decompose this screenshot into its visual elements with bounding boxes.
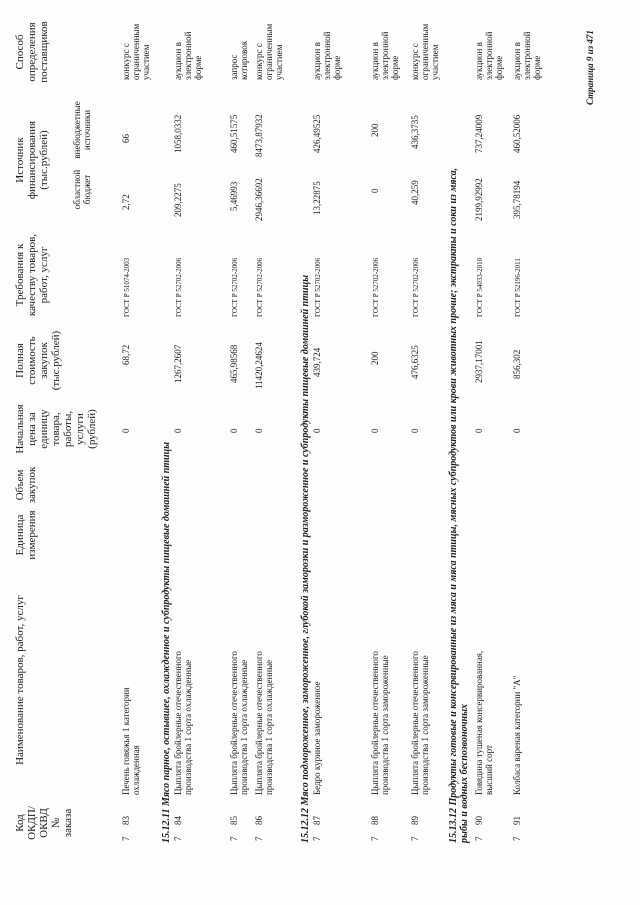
- row-total: 465,98568: [229, 344, 239, 383]
- row-regional: 209,2275: [173, 183, 183, 217]
- row-name: Колбаса вареная категории "А": [512, 675, 522, 795]
- row-regional: 0: [370, 188, 380, 193]
- header-total-cost: Полная стоимость закупок (тыс.рублей): [14, 330, 62, 391]
- row-extra: 426,49525: [312, 114, 322, 153]
- row-method: аукцион в электронной форме: [474, 31, 504, 80]
- row-order: 91: [512, 816, 522, 825]
- row-gost: ГОСТ Р 52702-2006: [175, 257, 183, 317]
- row-regional: 13,22875: [312, 181, 322, 215]
- header-finance-extra: внебюджетные источники: [72, 101, 92, 159]
- row-name: Цыплята бройлерные отечественного производства 1 сорта охлажденные: [254, 651, 274, 795]
- row-name: Цыплята бройлерные отечественного производства 1 сорта замороженные: [370, 651, 390, 795]
- row-name: Цыплята бройлерные отечественного производства 1 сорта охлажденные: [173, 651, 193, 795]
- section-code: 15.12.11: [161, 808, 172, 843]
- row-method: аукцион в электронной форме: [370, 31, 400, 80]
- row-extra: 460,52006: [512, 114, 522, 153]
- header-finance-regional: областной бюджет: [72, 169, 92, 210]
- row-price: 0: [312, 428, 322, 433]
- row-total: 200: [370, 351, 380, 365]
- row-price: 0: [173, 428, 183, 433]
- row-total: 1267,2607: [173, 344, 183, 383]
- row-method: конкурс с ограниченным участием: [121, 23, 151, 80]
- row-extra: 8473,87932: [254, 114, 264, 157]
- row-extra: 460,51575: [229, 114, 239, 153]
- row-order: 89: [410, 816, 420, 825]
- section-heading: [161, 233, 172, 843]
- page-number: Страница 9 из 471: [585, 30, 595, 105]
- section-code: 15.13.12: [448, 808, 459, 843]
- row-order: 86: [254, 816, 264, 825]
- section-heading: [300, 193, 311, 843]
- row-regional: 40,259: [410, 180, 420, 205]
- row-price: 0: [121, 428, 131, 433]
- row-price: 0: [474, 428, 484, 433]
- row-price: 0: [229, 428, 239, 433]
- row-order: 88: [370, 816, 380, 825]
- row-name: Печень говяжья 1 категории охлажденная: [121, 687, 141, 795]
- header-name: Наименование товаров, работ, услуг: [14, 595, 26, 765]
- row-num: 7: [254, 836, 264, 841]
- row-total: 2937,17001: [474, 340, 484, 383]
- row-order: 85: [229, 816, 239, 825]
- row-regional: 5,46993: [229, 181, 239, 211]
- row-gost: ГОСТ Р 52196-2011: [514, 258, 522, 317]
- row-method: аукцион в электронной форме: [512, 31, 542, 80]
- row-num: 7: [474, 836, 484, 841]
- row-gost: ГОСТ Р 52702-2006: [412, 257, 420, 317]
- section-title: Мясо парное, остывшее, охлажденное и субпродукты пищевые домашней птицы: [161, 441, 172, 807]
- row-num: 7: [312, 836, 322, 841]
- row-extra: 66: [121, 134, 131, 143]
- row-extra: 436,3735: [410, 115, 420, 149]
- row-num: 7: [121, 836, 131, 841]
- section-title: Мясо подмороженное, замороженное, глубокой заморозки и размороженное и субпродукты пищевые домашней птицы: [300, 274, 311, 806]
- row-method: конкурс с ограниченным участием: [254, 23, 284, 80]
- row-method: аукцион в электронной форме: [173, 31, 203, 80]
- section-code: 15.12.12: [300, 808, 311, 843]
- row-gost: ГОСТ Р 54033-2010: [476, 257, 484, 317]
- row-name: Цыплята бройлерные отечественного производства 1 сорта замороженные: [410, 651, 430, 795]
- row-total: 68,72: [121, 344, 131, 365]
- row-total: 856,302: [512, 349, 522, 379]
- row-regional: 395,78194: [512, 180, 522, 219]
- row-method: конкурс с ограниченным участием: [410, 23, 440, 80]
- header-code: Код ОКДП/ ОКВД № заказа: [14, 806, 74, 840]
- row-num: 7: [410, 836, 420, 841]
- row-order: 87: [312, 816, 322, 825]
- row-name: Цыплята бройлерные отечественного производства 1 сорта охлажденные: [229, 651, 249, 795]
- header-start-price: Начальная цена за единицу товара, работы, услуги (рублей): [14, 404, 98, 454]
- row-regional: 2946,36692: [254, 178, 264, 221]
- row-name: Говядина тушеная консервированная, высший сорт: [474, 650, 494, 795]
- row-extra: 737,24009: [474, 114, 484, 153]
- row-num: 7: [173, 836, 183, 841]
- row-price: 0: [370, 428, 380, 433]
- row-method: аукцион в электронной форме: [312, 31, 342, 80]
- section-heading: [448, 163, 470, 843]
- row-name: Бедро куриное замороженное: [312, 681, 322, 795]
- row-method: запрос котировок: [229, 40, 249, 80]
- row-num: 7: [229, 836, 239, 841]
- row-num: 7: [370, 836, 380, 841]
- row-regional: 2,72: [121, 194, 131, 210]
- row-total: 476,6325: [410, 345, 420, 379]
- row-price: 0: [410, 428, 420, 433]
- row-order: 84: [173, 816, 183, 825]
- header-finance: Источник финансирования (тыс.рублей): [14, 120, 50, 200]
- row-extra: 1058,0332: [173, 114, 183, 153]
- row-price: 0: [512, 428, 522, 433]
- header-method: Способ определения поставщиков: [14, 21, 50, 83]
- row-order: 90: [474, 816, 484, 825]
- row-price: 0: [254, 428, 264, 433]
- row-order: 83: [121, 816, 131, 825]
- header-unit: Единица измерения: [14, 510, 38, 560]
- header-volume: Объем закупок: [14, 466, 38, 504]
- row-total: 11420,24624: [254, 342, 264, 389]
- row-num: 7: [512, 836, 522, 841]
- row-gost: ГОСТ Р 51074-2003: [123, 257, 131, 317]
- row-gost: ГОСТ Р 52702-2006: [372, 257, 380, 317]
- row-gost: ГОСТ Р 52702-2006: [256, 257, 264, 317]
- header-quality: Требования к качеству товаров, работ, услуг: [14, 233, 50, 317]
- row-extra: 200: [370, 123, 380, 137]
- section-title: Продукты готовые и консервированные из мяса и мяса птицы, мясных субпродуктов или крови животных прочие; экстракты и соки из мяса, рыбы и водных беспозвоночных: [448, 167, 470, 843]
- row-gost: ГОСТ Р 52702-2006: [314, 257, 322, 317]
- row-gost: ГОСТ Р 52702-2006: [231, 257, 239, 317]
- row-total: 439,724: [312, 347, 322, 377]
- row-regional: 2199,92992: [474, 178, 484, 221]
